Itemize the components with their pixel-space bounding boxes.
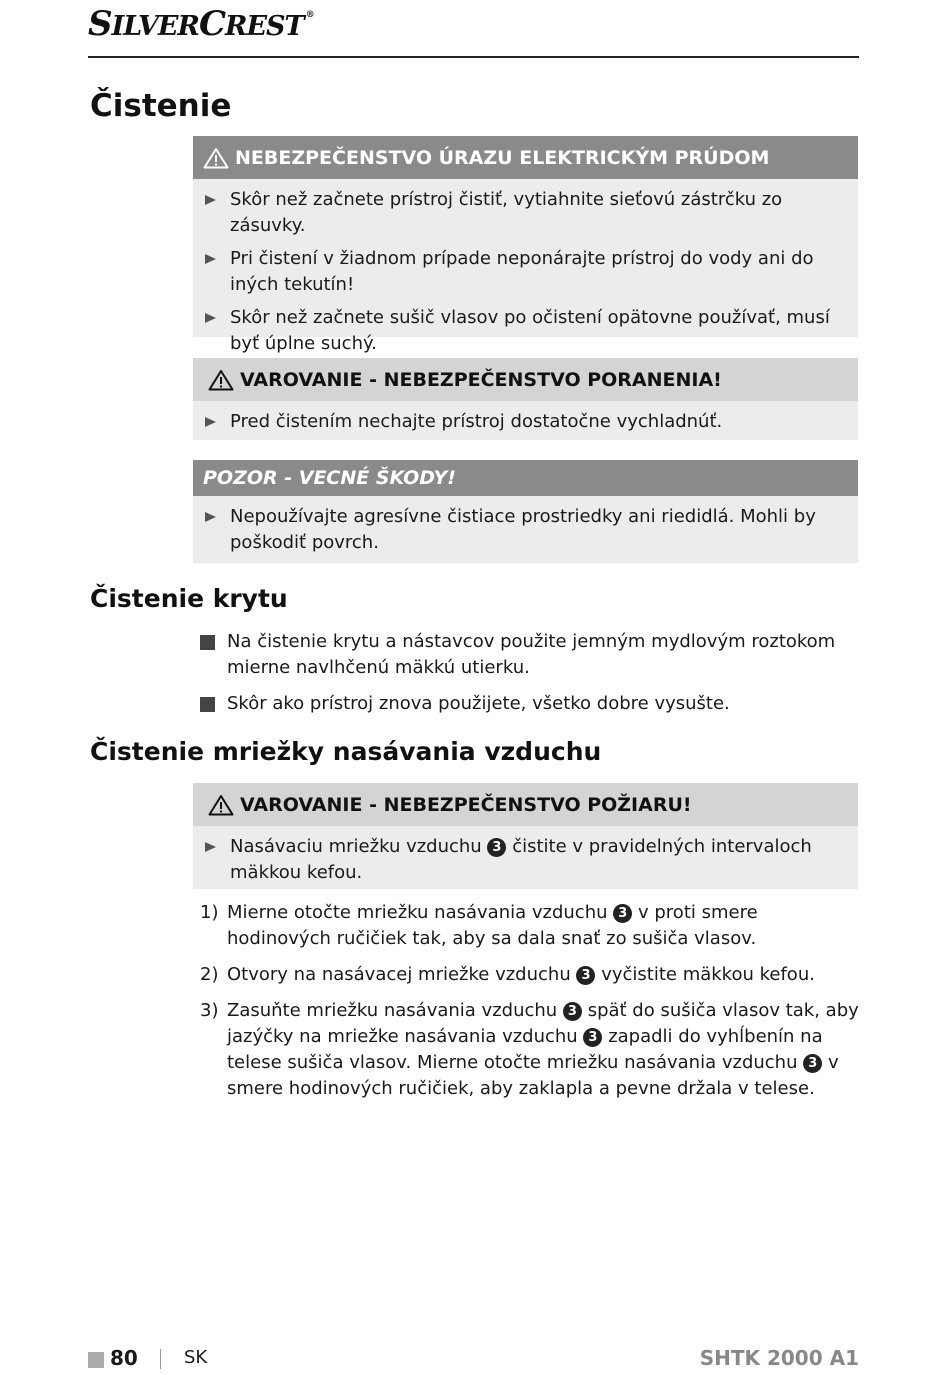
damage-warning-box [193,460,858,563]
step-item: 1) Mierne otočte mriežku nasávania vzduchu 3 v proti smere hodinových ručičiek tak, aby sa dala snať zo sušiča vlasov. [200,902,758,949]
step-item: 2) Otvory na nasávacej mriežke vzduchu 3 vyčistite mäkkou kefou. [200,964,815,985]
part-ref-badge: 3 [583,1028,602,1047]
fire-warning-box [193,783,858,889]
electric-warning-heading: NEBEZPEČENSTVO ÚRAZU ELEKTRICKÝM PRÚDOM [193,136,858,179]
grille-steps [200,900,860,1112]
list-item: Skôr než začnete sušič vlasov po očistení opätovne používať, musí byť úplne suchý. [203,305,844,357]
list-item: Skôr než začnete prístroj čistiť, vytiahnite sieťovú zástrčku zo zásuvky. [203,187,844,239]
housing-list [200,629,860,727]
list-item: Na čistenie krytu a nástavcov použite jemným mydlovým roztokom mierne navlhčenú mäkkú utierku. [200,629,860,681]
part-ref-badge: 3 [487,838,506,857]
language-code: SK [184,1347,208,1368]
electric-warning-box [193,136,858,354]
warning-triangle-icon [208,794,234,816]
grille-heading: Čistenie mriežky nasávania vzduchu [90,737,602,766]
page-number: 80 [110,1346,138,1370]
step-item: 3) Zasuňte mriežku nasávania vzduchu 3 späť do sušiča vlasov tak, aby jazýčky na mriežke nasávania vzduchu 3 zapadli do vyhĺbenín na telese sušiča vlasov. Mierne otočte mriežku nasávania vzduchu 3 v smere hodinových ručičiek, aby zaklapla a pevne držala v telese. [200,1000,859,1099]
page-title: Čistenie [90,88,232,124]
list-item: Skôr ako prístroj znova použijete, všetko dobre vysušte. [200,691,860,717]
footer-square [88,1352,104,1368]
list-item: Nepoužívajte agresívne čistiace prostriedky ani riedidlá. Mohli by poškodiť povrch. [203,504,844,556]
part-ref-badge: 3 [563,1002,582,1021]
warning-triangle-icon [203,147,229,169]
part-ref-badge: 3 [803,1054,822,1073]
list-item: Nasávaciu mriežku vzduchu 3 čistite v pravidelných intervaloch mäkkou kefou. [203,834,844,886]
header-rule [88,56,859,58]
brand-logo: SILVERCREST ® [88,4,314,44]
part-ref-badge: 3 [576,966,595,985]
part-ref-badge: 3 [613,904,632,923]
housing-heading: Čistenie krytu [90,584,288,613]
damage-warning-heading: POZOR - VECNÉ ŠKODY! [193,460,858,496]
injury-warning-box [193,358,858,440]
list-item: Pred čistením nechajte prístroj dostatočne vychladnúť. [203,409,844,435]
warning-triangle-icon [208,369,234,391]
footer-divider [160,1349,161,1369]
list-item: Pri čistení v žiadnom prípade neponárajte prístroj do vody ani do iných tekutín! [203,246,844,298]
fire-warning-heading: VAROVANIE - NEBEZPEČENSTVO POŽIARU! [193,783,858,826]
page-footer [88,1345,859,1375]
model-number: SHTK 2000 A1 [699,1346,859,1370]
injury-warning-heading: VAROVANIE - NEBEZPEČENSTVO PORANENIA! [193,358,858,401]
